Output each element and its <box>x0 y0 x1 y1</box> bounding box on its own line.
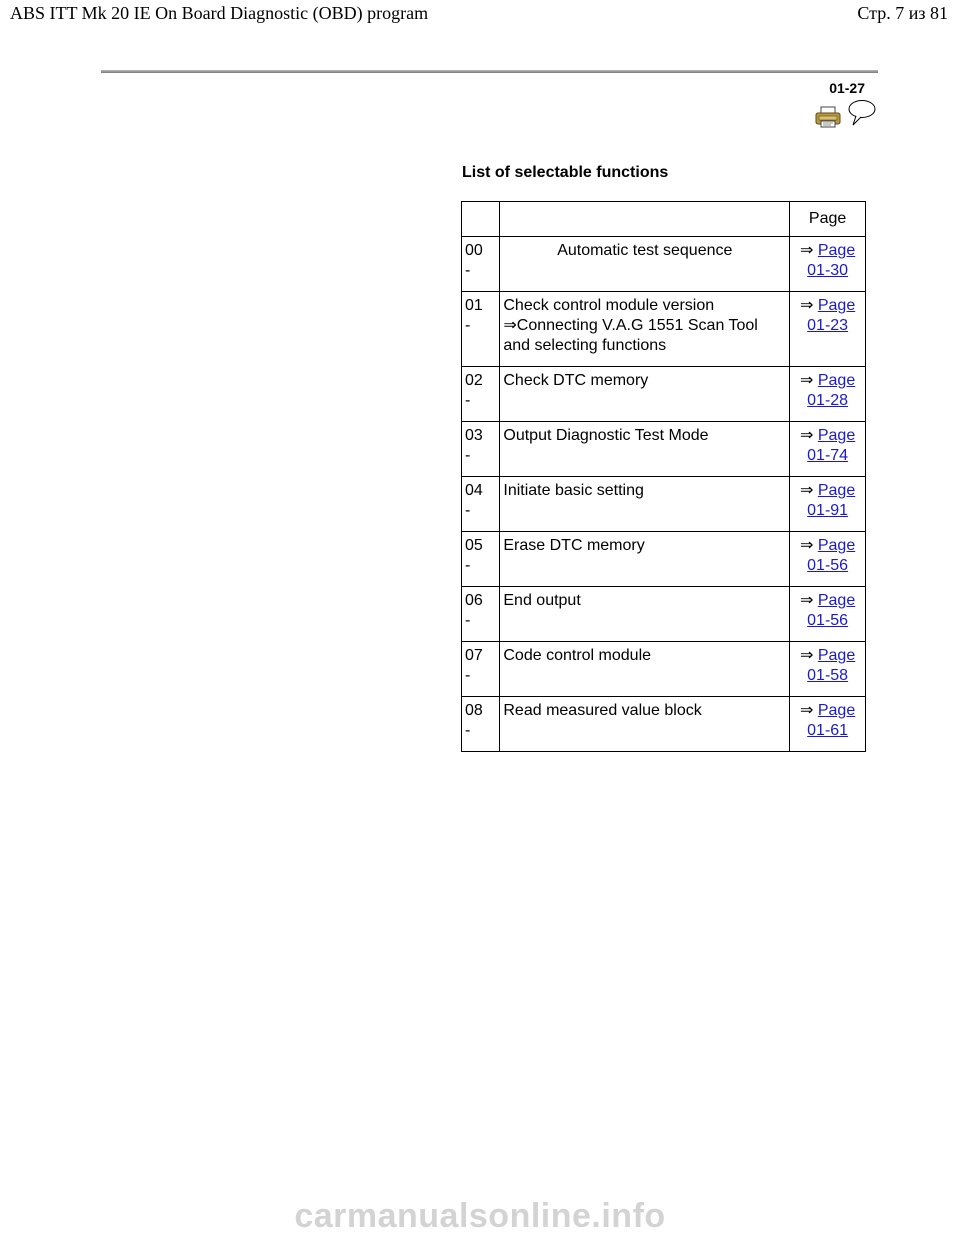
page-ref-cell <box>790 422 866 477</box>
function-code-cell <box>462 292 500 367</box>
page-ref-cell <box>790 587 866 642</box>
right-arrow-icon: ⇒ <box>800 242 814 259</box>
function-description: Automatic test sequence <box>500 237 790 292</box>
page-ref-cell <box>790 237 866 292</box>
page-link-number[interactable]: 01-23 <box>807 317 849 334</box>
page-link-word[interactable]: Page <box>817 482 856 499</box>
header-cell-code <box>462 202 500 237</box>
table-header-row <box>462 202 866 237</box>
function-dash: - <box>465 447 471 464</box>
table-row <box>462 697 866 752</box>
right-arrow-icon: ⇒ <box>800 702 814 719</box>
function-code: 01 <box>465 297 483 314</box>
function-dash: - <box>465 262 471 279</box>
page-ref-cell <box>790 367 866 422</box>
function-code-cell <box>462 367 500 422</box>
page-link-number[interactable]: 01-56 <box>807 557 849 574</box>
page-link-number[interactable]: 01-58 <box>807 667 849 684</box>
page-ref-cell <box>790 532 866 587</box>
function-code-cell <box>462 697 500 752</box>
function-code: 03 <box>465 427 483 444</box>
page-indicator: Стр. 7 из 81 <box>857 3 948 23</box>
function-code-cell <box>462 642 500 697</box>
function-code: 00 <box>465 242 483 259</box>
header-divider <box>101 70 878 73</box>
page-link-word[interactable]: Page <box>817 372 856 389</box>
page-link-number[interactable]: 01-30 <box>807 262 849 279</box>
function-description: Output Diagnostic Test Mode <box>500 422 790 477</box>
page-link-word[interactable]: Page <box>817 242 856 259</box>
table-row <box>462 237 866 292</box>
right-arrow-icon: ⇒ <box>800 372 814 389</box>
page-ref-cell <box>790 292 866 367</box>
page-ref-cell <box>790 642 866 697</box>
function-code: 04 <box>465 482 483 499</box>
table-row <box>462 532 866 587</box>
function-description: End output <box>500 587 790 642</box>
right-arrow-icon: ⇒ <box>800 482 814 499</box>
page-code: 01-27 <box>829 80 865 96</box>
function-code-cell <box>462 237 500 292</box>
printer-icon[interactable] <box>815 106 841 128</box>
table-row <box>462 587 866 642</box>
right-arrow-icon: ⇒ <box>800 537 814 554</box>
page-link-word[interactable]: Page <box>817 537 856 554</box>
function-description: Erase DTC memory <box>500 532 790 587</box>
right-arrow-icon: ⇒ <box>800 592 814 609</box>
function-dash: - <box>465 502 471 519</box>
table-row <box>462 292 866 367</box>
page-link-word[interactable]: Page <box>817 702 856 719</box>
functions-table <box>461 201 866 752</box>
function-description: Code control module <box>500 642 790 697</box>
table-row <box>462 422 866 477</box>
right-arrow-icon: ⇒ <box>800 297 814 314</box>
function-dash: - <box>465 722 471 739</box>
table-row <box>462 642 866 697</box>
function-code: 07 <box>465 647 483 664</box>
header-cell-page: Page <box>790 202 866 237</box>
document-title: ABS ITT Mk 20 IE On Board Diagnostic (OBD) program <box>10 3 429 23</box>
function-description: Check DTC memory <box>500 367 790 422</box>
page-link-word[interactable]: Page <box>817 427 856 444</box>
function-description: Initiate basic setting <box>500 477 790 532</box>
page-link-number[interactable]: 01-28 <box>807 392 849 409</box>
right-arrow-icon: ⇒ <box>800 427 814 444</box>
right-arrow-icon: ⇒ <box>800 647 814 664</box>
function-description: Read measured value block <box>500 697 790 752</box>
function-code-cell <box>462 587 500 642</box>
page-ref-cell <box>790 697 866 752</box>
page-link-number[interactable]: 01-91 <box>807 502 849 519</box>
page-link-word[interactable]: Page <box>817 592 856 609</box>
function-dash: - <box>465 557 471 574</box>
page-link-word[interactable]: Page <box>817 647 856 664</box>
function-dash: - <box>465 612 471 629</box>
function-code: 06 <box>465 592 483 609</box>
function-code-cell <box>462 477 500 532</box>
function-code: 02 <box>465 372 483 389</box>
function-code: 05 <box>465 537 483 554</box>
page-link-number[interactable]: 01-61 <box>807 722 849 739</box>
table-row <box>462 367 866 422</box>
watermark-footer: carmanualsonline.info <box>294 1197 666 1235</box>
function-dash: - <box>465 317 471 334</box>
page-ref-cell <box>790 477 866 532</box>
comment-bubble-icon[interactable] <box>847 99 877 127</box>
function-code: 08 <box>465 702 483 719</box>
page-link-number[interactable]: 01-56 <box>807 612 849 629</box>
page-link-number[interactable]: 01-74 <box>807 447 849 464</box>
function-dash: - <box>465 392 471 409</box>
function-code-cell <box>462 532 500 587</box>
function-dash: - <box>465 667 471 684</box>
section-heading: List of selectable functions <box>462 164 669 181</box>
function-code-cell <box>462 422 500 477</box>
page-link-word[interactable]: Page <box>817 297 856 314</box>
header-cell-desc <box>500 202 790 237</box>
table-row <box>462 477 866 532</box>
function-description: Check control module version ⇒Connecting V.A.G 1551 Scan Tool and selecting functions <box>500 292 790 367</box>
